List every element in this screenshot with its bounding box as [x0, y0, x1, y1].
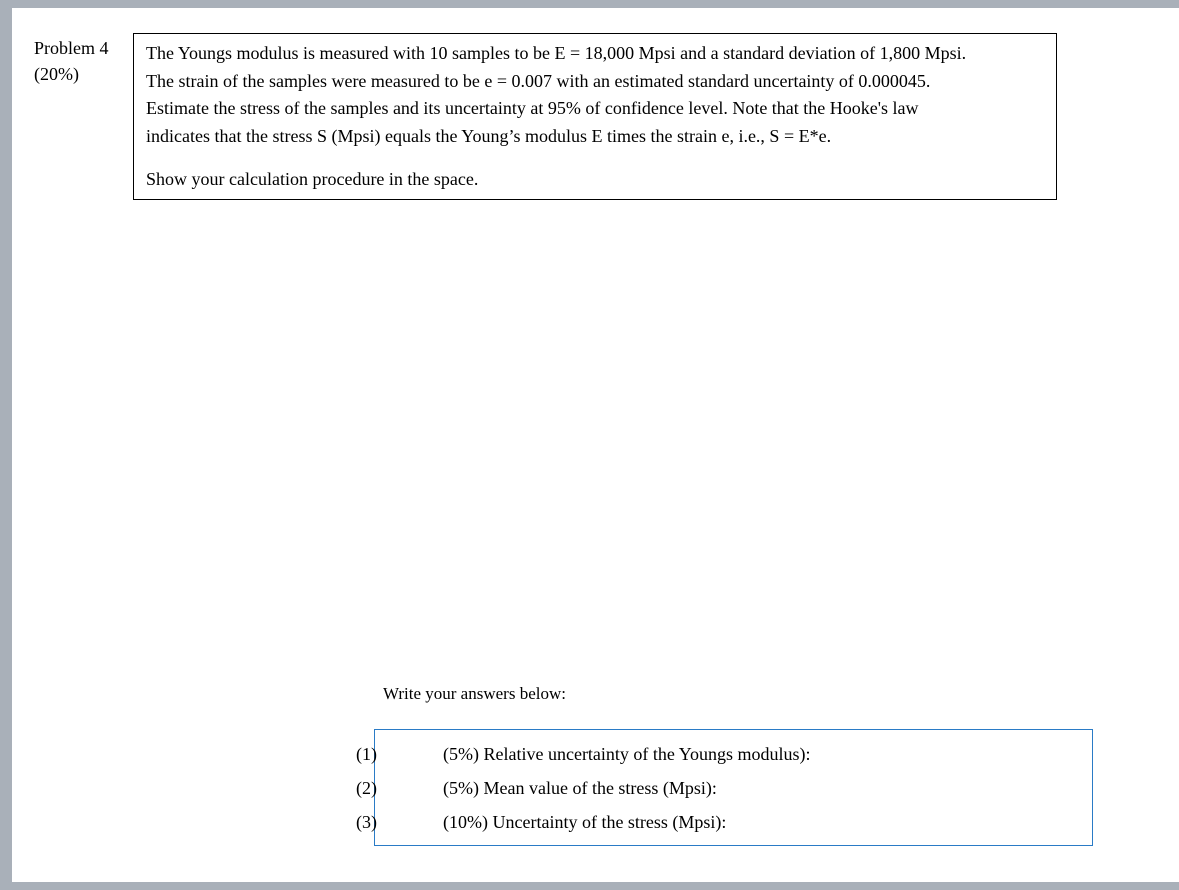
problem-weight: (20%) — [34, 64, 79, 84]
question-box — [133, 33, 1057, 200]
question-line: Estimate the stress of the samples and its uncertainty at 95% of confidence level. Note that the Hooke's law — [146, 98, 919, 118]
answer-number: (3) — [356, 812, 377, 832]
answers-heading: Write your answers below: — [383, 684, 566, 703]
answer-number: (1) — [356, 744, 377, 764]
question-line: The strain of the samples were measured to be e = 0.007 with an estimated standard uncertainty of 0.000045. — [146, 70, 931, 91]
question-line: indicates that the stress S (Mpsi) equals the Young’s modulus E times the strain e, i.e., S = E*e. — [146, 125, 832, 146]
problem-number: Problem 4 — [34, 38, 109, 58]
problem-label — [34, 35, 109, 87]
question-line: The Youngs modulus is measured with 10 samples to be E = 18,000 Mpsi and a standard deviation of 1,800 Mpsi. — [146, 43, 967, 63]
question-instruction: Show your calculation procedure in the space. — [146, 169, 479, 189]
answer-prompt: (5%) Mean value of the stress (Mpsi): — [443, 778, 717, 798]
answer-prompt: (5%) Relative uncertainty of the Youngs modulus): — [443, 744, 811, 764]
document-page — [12, 8, 1179, 882]
answer-prompt: (10%) Uncertainty of the stress (Mpsi): — [443, 812, 727, 832]
answer-number: (2) — [356, 778, 377, 798]
